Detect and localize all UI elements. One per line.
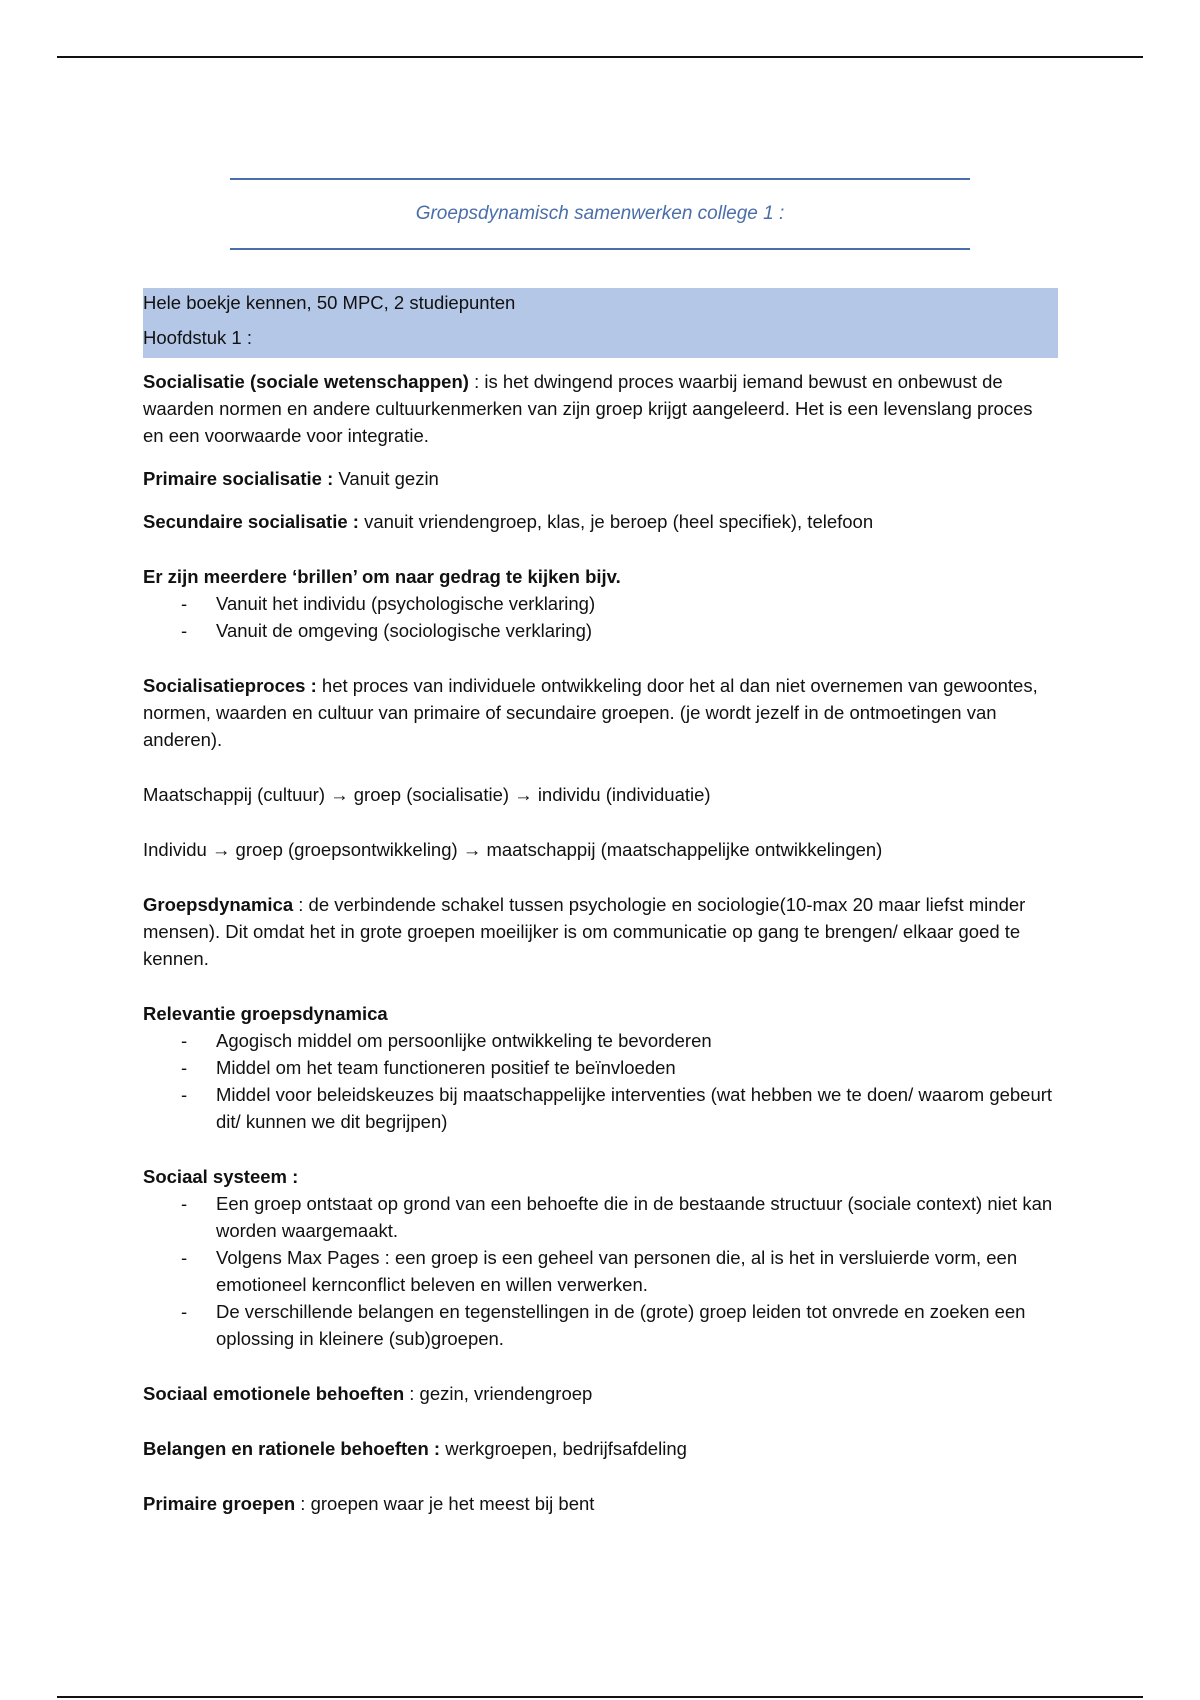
term-sociaal-emotioneel: Sociaal emotionele behoeften (143, 1383, 405, 1404)
paragraph-primaire-groepen (143, 1490, 1058, 1517)
term-socialisatieproces: Socialisatieproces : (143, 675, 317, 696)
heading-sociaal-systeem (143, 1163, 1058, 1190)
text-belangen: werkgroepen, bedrijfsafdeling (440, 1438, 687, 1459)
page-top-rule (57, 56, 1143, 58)
list-brillen (143, 590, 1058, 644)
title-block (230, 178, 970, 250)
flow-individu-maatschappij: Individu → groep (groepsontwikkeling) → maatschappij (maatschappelijke ontwikkelingen) (143, 839, 883, 860)
list-item: - Een groep ontstaat op grond van een behoefte die in de bestaande structuur (sociale context) niet kan worden waargemaakt. (143, 1190, 1058, 1244)
list-item: - Volgens Max Pages : een groep is een geheel van personen die, al is het in versluierde vorm, een emotioneel kernconflict beleven en willen verwerken. (143, 1244, 1058, 1298)
paragraph-secundaire-socialisatie (143, 508, 1058, 535)
term-primaire-socialisatie: Primaire socialisatie : (143, 468, 334, 489)
text-primaire-socialisatie: Vanuit gezin (333, 468, 439, 489)
text-groepsdynamica: : de verbindende schakel tussen psychologie en sociologie(10-max 20 maar liefst minder mensen). Dit omdat het in grote groepen moeilijker is om communicatie op gang te brengen/ elkaar goed te kennen. (143, 894, 1026, 969)
text-secundaire-socialisatie: vanuit vriendengroep, klas, je beroep (heel specifiek), telefoon (358, 511, 874, 532)
highlight-line-1: Hele boekje kennen, 50 MPC, 2 studiepunten (143, 292, 516, 313)
heading-relevantie-text: Relevantie groepsdynamica (143, 1003, 388, 1024)
heading-sociaal-systeem-text: Sociaal systeem : (143, 1166, 299, 1187)
highlight-line-2: Hoofdstuk 1 : (143, 327, 253, 348)
paragraph-socialisatie (143, 368, 1058, 449)
paragraph-sociaal-emotioneel (143, 1380, 1058, 1407)
heading-relevantie (143, 1000, 1058, 1027)
term-secundaire-socialisatie: Secundaire socialisatie : (143, 511, 359, 532)
paragraph-belangen (143, 1435, 1058, 1462)
heading-brillen-text: Er zijn meerdere ‘brillen’ om naar gedrag te kijken bijv. (143, 566, 621, 587)
heading-brillen (143, 563, 1058, 590)
text-primaire-groepen: : groepen waar je het meest bij bent (295, 1493, 595, 1514)
text-socialisatieproces: het proces van individuele ontwikkeling door het al dan niet overnemen van gewoontes, normen, waarden en cultuur van primaire of secundaire groepen. (je wordt jezelf in de ontmoetingen van anderen). (143, 675, 1038, 750)
text-socialisatie: : is het dwingend proces waarbij iemand bewust en onbewust de waarden normen en andere cultuurkenmerken van zijn groep krijgt aangeleerd. Het is een levenslang proces en een voorwaarde voor integratie. (143, 371, 1033, 446)
text-sociaal-emotioneel: : gezin, vriendengroep (404, 1383, 593, 1404)
list-item: - Vanuit het individu (psychologische verklaring) (143, 590, 1058, 617)
highlighted-block (143, 288, 1058, 358)
list-sociaal-systeem (143, 1190, 1058, 1352)
flow-maatschappij-individu: Maatschappij (cultuur) → groep (socialisatie) → individu (individuatie) (143, 784, 711, 805)
paragraph-groepsdynamica (143, 891, 1058, 972)
paragraph-primaire-socialisatie (143, 465, 1058, 492)
list-relevantie (143, 1027, 1058, 1135)
document-title: Groepsdynamisch samenwerken college 1 : (415, 203, 785, 224)
list-item: - Agogisch middel om persoonlijke ontwikkeling te bevorderen (143, 1027, 1058, 1054)
term-groepsdynamica: Groepsdynamica (143, 894, 294, 915)
list-item: - Vanuit de omgeving (sociologische verklaring) (143, 617, 1058, 644)
list-item: - Middel om het team functioneren positief te beïnvloeden (143, 1054, 1058, 1081)
term-socialisatie: Socialisatie (sociale wetenschappen) (143, 371, 469, 392)
term-belangen: Belangen en rationele behoeften : (143, 1438, 441, 1459)
paragraph-socialisatieproces (143, 672, 1058, 753)
term-primaire-groepen: Primaire groepen (143, 1493, 296, 1514)
title-bottom-line (230, 248, 970, 250)
list-item: - Middel voor beleidskeuzes bij maatschappelijke interventies (wat hebben we te doen/ waarom gebeurt dit/ kunnen we dit begrijpen) (143, 1081, 1058, 1135)
list-item: - De verschillende belangen en tegenstellingen in de (grote) groep leiden tot onvrede en zoeken een oplossing in kleinere (sub)groepen. (143, 1298, 1058, 1352)
document-body (143, 288, 1058, 1517)
page-bottom-rule (57, 1696, 1143, 1698)
